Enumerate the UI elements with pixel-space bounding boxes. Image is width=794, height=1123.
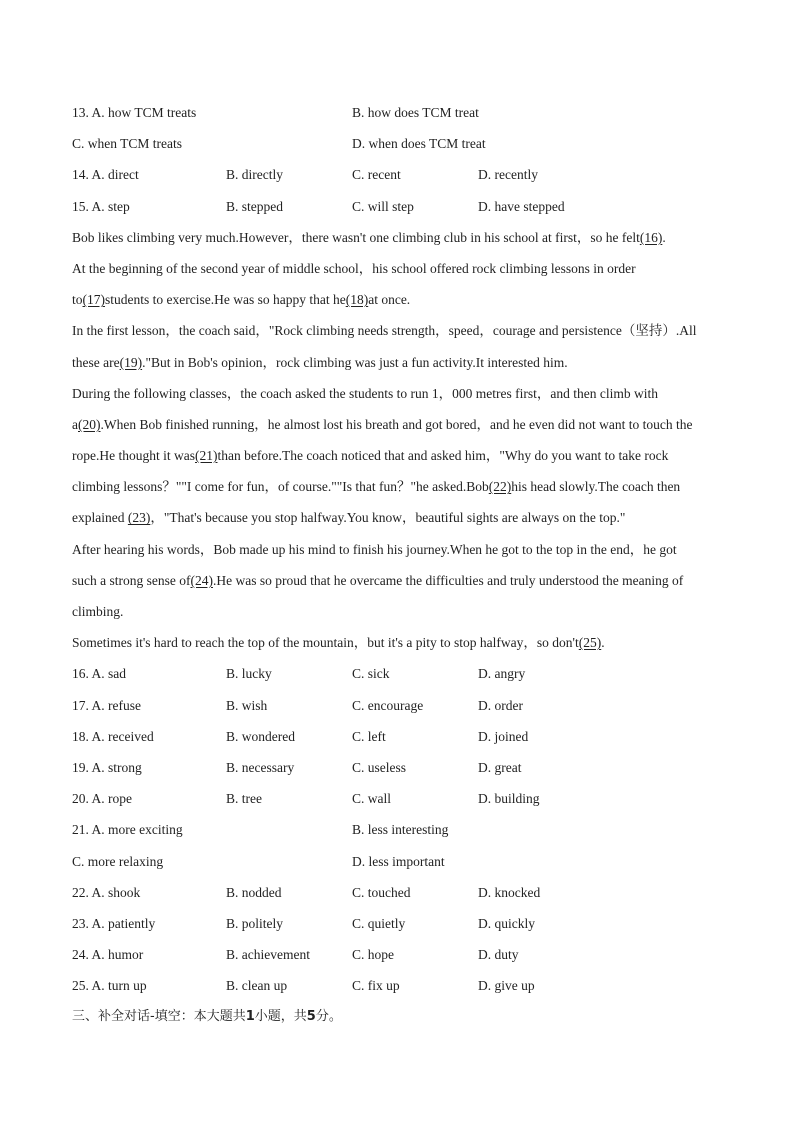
q19-option-b: B. necessary: [226, 759, 295, 775]
question-15: [72, 191, 722, 222]
q14-option-d: D. recently: [478, 167, 538, 183]
question-19: [72, 752, 722, 783]
passage-line-11: After hearing his words，Bob made up his mind to finish his journey.When he got to the top in the end，he got: [72, 541, 677, 557]
q21-option-b: B. less interesting: [352, 822, 449, 838]
blank-17: (17): [82, 292, 106, 308]
q25-option-d: D. give up: [478, 978, 535, 994]
q14-option-a: 14. A. direct: [72, 167, 139, 183]
passage-line-14: Sometimes it's hard to reach the top of the mountain，but it's a pity to stop halfway，so don't(25).: [72, 635, 605, 651]
passage-line-10: explained (23)，"That's because you stop halfway.You know，beautiful sights are always on the top.": [72, 510, 626, 526]
q13-option-c: C. when TCM treats: [72, 136, 182, 152]
q20-option-b: B. tree: [226, 791, 262, 807]
q23-option-a: 23. A. patiently: [72, 915, 156, 931]
passage-line-12: such a strong sense of(24).He was so proud that he overcame the difficulties and truly understood the meaning of: [72, 572, 684, 588]
blank-22: (22): [488, 479, 512, 495]
q22-option-a: 22. A. shook: [72, 884, 141, 900]
q15-option-b: B. stepped: [226, 198, 283, 214]
q16-option-a: 16. A. sad: [72, 666, 126, 682]
q20-option-d: D. building: [478, 791, 540, 807]
q19-option-a: 19. A. strong: [72, 759, 142, 775]
q23-option-d: D. quickly: [478, 915, 535, 931]
question-21-row1: [72, 814, 722, 845]
question-13-row1: [72, 97, 722, 128]
q17-option-b: B. wish: [226, 697, 268, 713]
blank-20: (20): [78, 416, 101, 432]
blank-25: (25): [578, 635, 602, 651]
question-14: [72, 159, 722, 190]
q23-option-b: B. politely: [226, 915, 283, 931]
passage-line-3: to(17)students to exercise.He was so happy that he(18)at once.: [72, 292, 411, 308]
blank-18: (18): [345, 292, 369, 308]
question-23: [72, 908, 722, 939]
blank-21: (21): [194, 448, 218, 464]
blank-23: (23): [127, 510, 151, 526]
q13-option-b: B. how does TCM treat: [352, 105, 479, 120]
q13-option-d: D. when does TCM treat: [352, 136, 486, 152]
passage-line-4: In the first lesson，the coach said，"Rock climbing needs strength，speed，courage and persistence（坚持）.All: [72, 323, 697, 339]
q18-option-d: D. joined: [478, 728, 529, 744]
passage-line-6: During the following classes，the coach asked the students to run 1，000 metres first，and then climb with: [72, 385, 659, 401]
q17-option-a: 17. A. refuse: [72, 697, 141, 713]
blank-24: (24): [190, 572, 213, 588]
q25-option-a: 25. A. turn up: [72, 978, 147, 994]
q21-option-d: D. less important: [352, 853, 445, 869]
q18-option-a: 18. A. received: [72, 728, 154, 744]
q21-option-a: 21. A. more exciting: [72, 822, 183, 838]
q20-option-a: 20. A. rope: [72, 791, 132, 807]
q25-option-c: C. fix up: [352, 978, 400, 994]
passage-line-8: rope.He thought it was(21)than before.The coach noticed that and asked him，"Why do you want to take rock: [72, 448, 669, 464]
blank-19: (19): [119, 354, 143, 370]
passage-line-9: climbing lessons？""I come for fun，of course.""Is that fun？"he asked.Bob(22)his head slowly.The coach then: [72, 479, 681, 495]
q22-option-b: B. nodded: [226, 884, 282, 900]
q14-option-c: C. recent: [352, 167, 401, 183]
question-18: [72, 721, 722, 752]
q24-option-d: D. duty: [478, 947, 519, 963]
q19-option-c: C. useless: [352, 759, 406, 775]
q15-option-d: D. have stepped: [478, 198, 565, 214]
q16-option-d: D. angry: [478, 666, 526, 682]
passage-line-5: these are(19)."But in Bob's opinion，rock climbing was just a fun activity.It interested him.: [72, 354, 568, 370]
question-24: [72, 939, 722, 970]
exam-page: [72, 97, 722, 1033]
q15-option-a: 15. A. step: [72, 198, 130, 214]
q22-option-d: D. knocked: [478, 884, 541, 900]
q15-option-c: C. will step: [352, 198, 414, 214]
passage-line-7: a(20).When Bob finished running，he almost lost his breath and got bored，and he even did not want to touch the: [72, 416, 693, 432]
question-22: [72, 877, 722, 908]
question-17: [72, 690, 722, 721]
question-25: [72, 970, 722, 1001]
q17-option-d: D. order: [478, 697, 523, 713]
q17-option-c: C. encourage: [352, 697, 424, 713]
q18-option-b: B. wondered: [226, 728, 295, 744]
q24-option-c: C. hope: [352, 947, 394, 963]
question-16: [72, 658, 722, 689]
q24-option-a: 24. A. humor: [72, 947, 144, 963]
q14-option-b: B. directly: [226, 167, 283, 183]
q23-option-c: C. quietly: [352, 915, 406, 931]
blank-16: (16): [639, 229, 663, 245]
question-21-row2: [72, 846, 722, 877]
q20-option-c: C. wall: [352, 791, 391, 807]
question-20: [72, 783, 722, 814]
q22-option-c: C. touched: [352, 884, 411, 900]
q16-option-b: B. lucky: [226, 666, 272, 682]
q13-option-a: 13. A. how TCM treats: [72, 105, 197, 120]
q18-option-c: C. left: [352, 728, 386, 744]
q21-option-c: C. more relaxing: [72, 853, 164, 869]
section-3-heading: 三、补全对话-填空：本大题共1小题，共5分。: [72, 1009, 342, 1025]
question-13-row2: [72, 128, 722, 159]
passage-line-1: Bob likes climbing very much.However，there wasn't one climbing club in his school at first，so he felt(16).: [72, 229, 666, 245]
q25-option-b: B. clean up: [226, 978, 288, 994]
q19-option-d: D. great: [478, 759, 522, 775]
passage-line-2: At the beginning of the second year of middle school，his school offered rock climbing lessons in order: [72, 260, 636, 276]
q16-option-c: C. sick: [352, 666, 390, 682]
q24-option-b: B. achievement: [226, 947, 310, 963]
passage-line-13: climbing.: [72, 604, 124, 619]
